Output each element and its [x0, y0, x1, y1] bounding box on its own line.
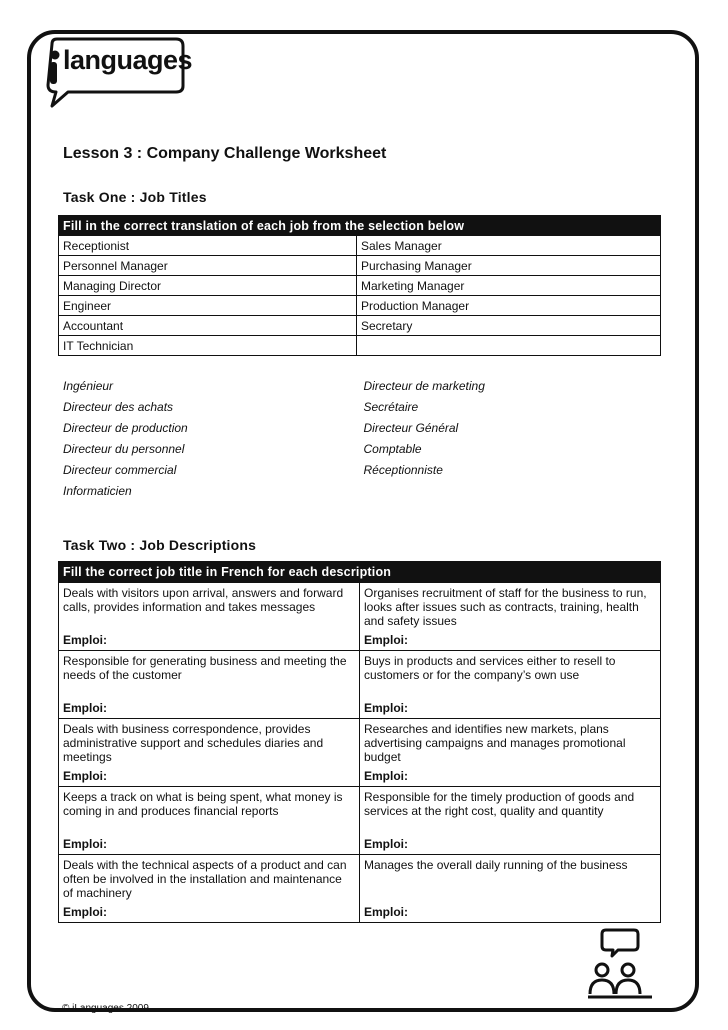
description-text: Organises recruitment of staff for the business to run, looks after issues such as contracts, training, health and safety issues — [364, 586, 647, 628]
description-text: Keeps a track on what is being spent, what money is coming in and produces financial reports — [63, 790, 343, 818]
description-text: Manages the overall daily running of the business — [364, 858, 628, 872]
description-text: Deals with visitors upon arrival, answers and forward calls, provides information and takes messages — [63, 586, 344, 614]
french-option: Réceptionniste — [363, 463, 443, 477]
description-text: Responsible for generating business and meeting the needs of the customer — [63, 654, 347, 682]
french-option — [364, 484, 664, 505]
description-text: Deals with the technical aspects of a product and can often be involved in the installation and maintenance of machinery — [63, 858, 347, 900]
description-cell[interactable] — [360, 855, 661, 923]
task-one-heading: Task One : Job Titles — [63, 189, 207, 205]
description-cell[interactable] — [360, 787, 661, 855]
job-title-cell[interactable]: Secretary — [357, 316, 661, 336]
job-title-cell[interactable]: IT Technician — [59, 336, 357, 356]
table-row — [59, 719, 661, 787]
task-two-heading: Task Two : Job Descriptions — [63, 537, 257, 553]
job-title-cell[interactable]: Receptionist — [59, 236, 357, 256]
table-row — [59, 855, 661, 923]
emploi-label: Emploi: — [63, 905, 107, 919]
job-descriptions-table — [58, 561, 661, 923]
french-option: Directeur des achats — [63, 400, 174, 414]
job-title-cell[interactable]: Purchasing Manager — [357, 256, 661, 276]
description-cell[interactable] — [59, 787, 360, 855]
table-row — [59, 296, 661, 316]
table-row — [59, 651, 661, 719]
french-option: Informaticien — [63, 484, 132, 498]
job-title-cell[interactable]: Personnel Manager — [59, 256, 357, 276]
emploi-label: Emploi: — [364, 769, 408, 783]
table-row — [59, 316, 661, 336]
description-cell[interactable] — [59, 855, 360, 923]
french-option: Ingénieur — [63, 379, 114, 393]
list-item — [63, 379, 663, 400]
people-speech-icon — [584, 928, 656, 1000]
french-options-list — [63, 379, 663, 505]
description-text: Responsible for the timely production of goods and services at the right cost, quality and quantity — [364, 790, 635, 818]
job-title-cell[interactable]: Marketing Manager — [357, 276, 661, 296]
emploi-label: Emploi: — [63, 769, 107, 783]
description-cell[interactable] — [59, 651, 360, 719]
table-row — [59, 276, 661, 296]
emploi-label: Emploi: — [364, 837, 408, 851]
list-item — [63, 484, 663, 505]
table-row — [59, 787, 661, 855]
french-option: Directeur du personnel — [63, 442, 185, 456]
emploi-label: Emploi: — [63, 701, 107, 715]
lesson-title: Lesson 3 : Company Challenge Worksheet — [63, 145, 387, 162]
french-option: Secrétaire — [363, 400, 419, 414]
job-title-cell[interactable]: Managing Director — [59, 276, 357, 296]
table-row — [59, 583, 661, 651]
description-cell[interactable] — [360, 719, 661, 787]
french-option: Directeur Général — [363, 421, 459, 435]
emploi-label: Emploi: — [364, 701, 408, 715]
french-option: Directeur de marketing — [363, 379, 485, 393]
job-title-cell[interactable] — [357, 336, 661, 356]
description-cell[interactable] — [59, 719, 360, 787]
description-cell[interactable] — [360, 583, 661, 651]
list-item — [63, 421, 663, 442]
french-option: Comptable — [363, 442, 422, 456]
list-item — [63, 463, 663, 484]
job-title-cell[interactable]: Engineer — [59, 296, 357, 316]
description-text: Researches and identifies new markets, plans advertising campaigns and manages promotional budget — [364, 722, 626, 764]
description-cell[interactable] — [59, 583, 360, 651]
french-option: Directeur commercial — [63, 463, 177, 477]
task-one-instruction: Fill in the correct translation of each job from the selection below — [59, 216, 661, 236]
copyright-footer: © iLanguages 2009 — [62, 1003, 149, 1014]
job-titles-table — [58, 215, 661, 356]
logo-text: languages — [63, 45, 193, 75]
job-title-cell[interactable]: Production Manager — [357, 296, 661, 316]
french-option: Directeur de production — [63, 421, 188, 435]
table-row — [59, 236, 661, 256]
task-two-instruction: Fill the correct job title in French for each description — [59, 562, 661, 583]
emploi-label: Emploi: — [63, 837, 107, 851]
emploi-label: Emploi: — [63, 633, 107, 647]
description-cell[interactable] — [360, 651, 661, 719]
job-title-cell[interactable]: Accountant — [59, 316, 357, 336]
description-text: Buys in products and services either to resell to customers or for the company’s own use — [364, 654, 616, 682]
job-title-cell[interactable]: Sales Manager — [357, 236, 661, 256]
list-item — [63, 442, 663, 463]
emploi-label: Emploi: — [364, 905, 408, 919]
list-item — [63, 400, 663, 421]
description-text: Deals with business correspondence, provides administrative support and schedules diaries and meetings — [63, 722, 324, 764]
table-row — [59, 336, 661, 356]
table-row — [59, 256, 661, 276]
emploi-label: Emploi: — [364, 633, 408, 647]
